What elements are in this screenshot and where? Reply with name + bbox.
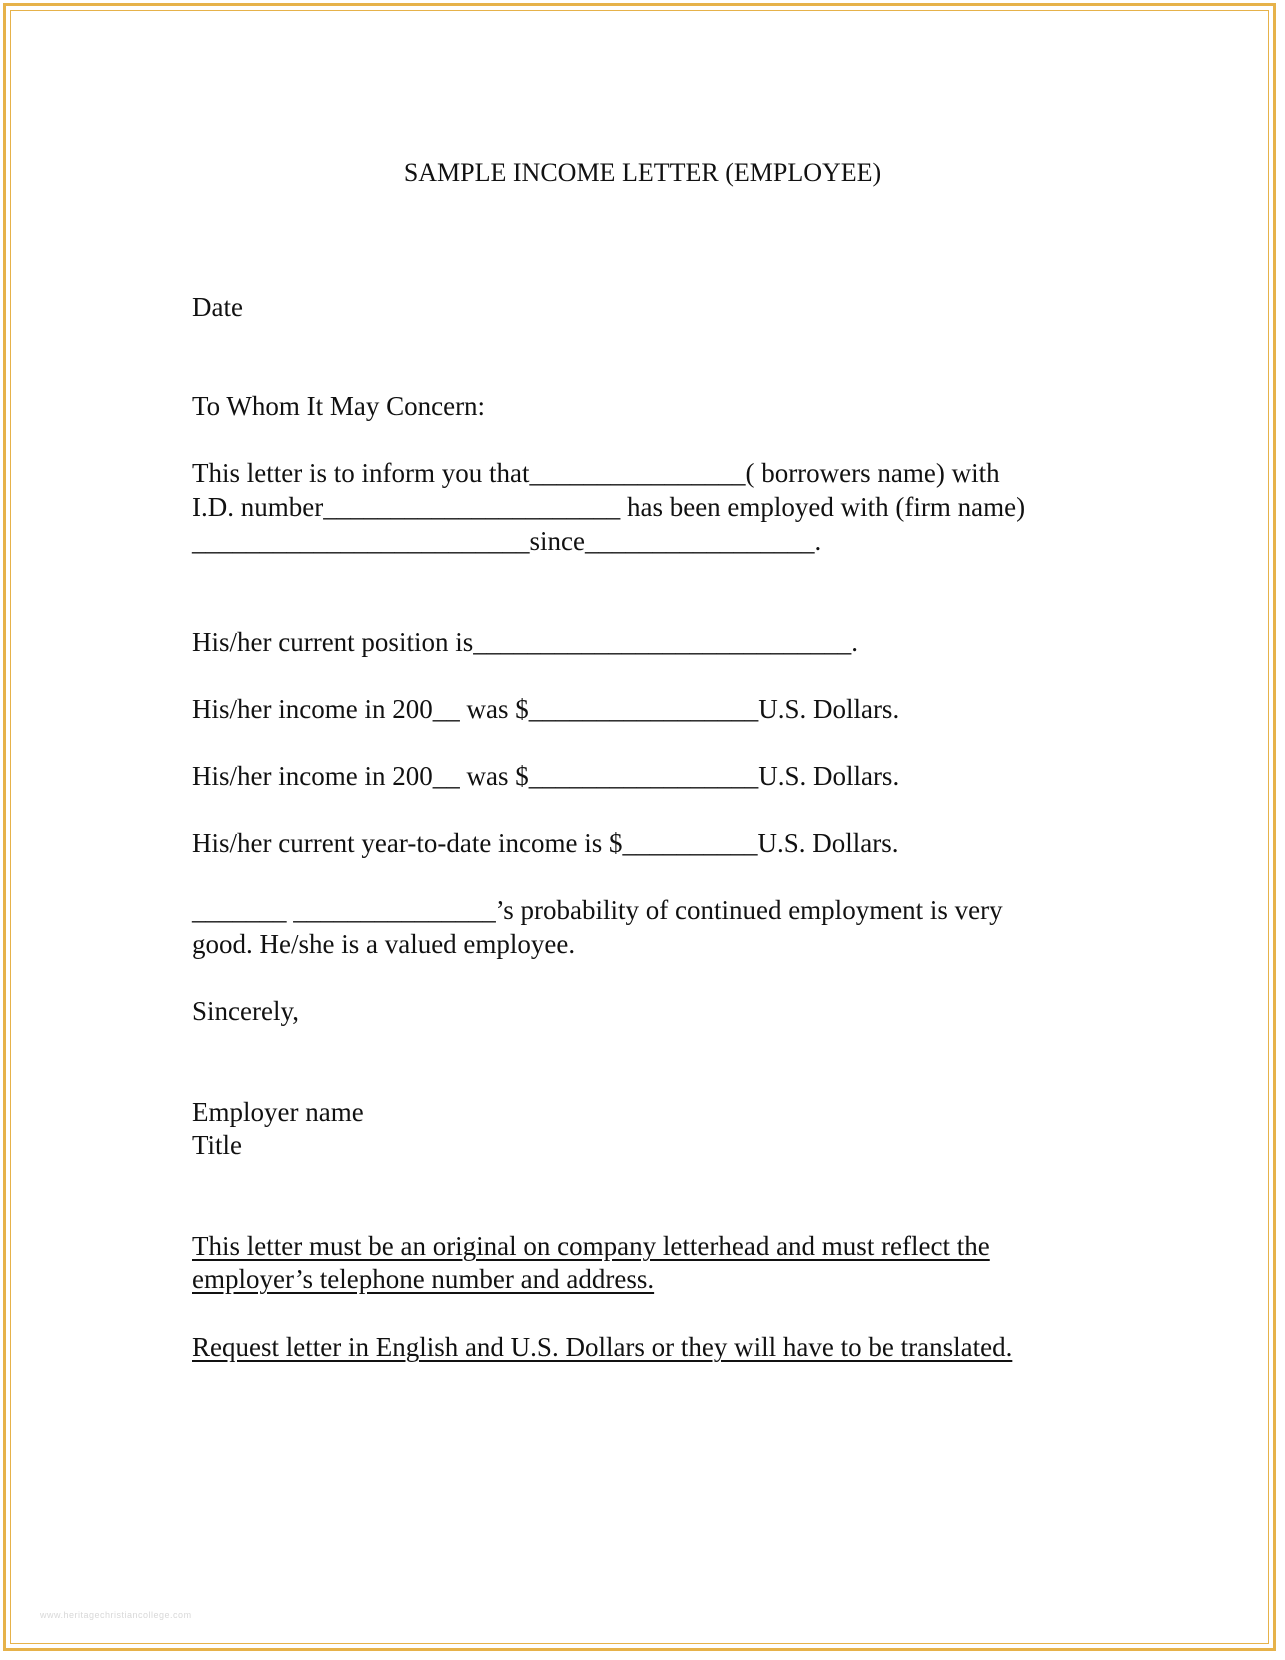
- salutation: To Whom It May Concern:: [192, 391, 486, 421]
- employer-name: Employer name: [192, 1097, 364, 1127]
- income-line-2: His/her income in 200__ was $_________________U.S. Dollars.: [192, 761, 900, 791]
- position-line: His/her current position is____________________________.: [192, 627, 858, 657]
- probability-line-1: _______ _______________’s probability of continued employment is very: [192, 895, 1003, 925]
- note-letterhead-line-2: employer’s telephone number and address.: [192, 1264, 655, 1294]
- closing: Sincerely,: [192, 996, 299, 1026]
- intro-paragraph-line-3: _________________________since_________________.: [192, 526, 822, 556]
- intro-paragraph-line-1: This letter is to inform you that________________( borrowers name) with: [192, 458, 1000, 488]
- note-translation: Request letter in English and U.S. Dollars or they will have to be translated.: [192, 1332, 1013, 1362]
- income-line-1: His/her income in 200__ was $_________________U.S. Dollars.: [192, 694, 900, 724]
- watermark: www.heritagechristiancollege.com: [40, 1610, 192, 1620]
- document-title: SAMPLE INCOME LETTER (EMPLOYEE): [403, 158, 882, 187]
- probability-line-2: good. He/she is a valued employee.: [192, 929, 576, 959]
- intro-paragraph-line-2: I.D. number______________________ has been employed with (firm name): [192, 492, 1026, 522]
- employer-title: Title: [192, 1130, 243, 1160]
- date-label: Date: [192, 292, 243, 322]
- ytd-income-line: His/her current year-to-date income is $__________U.S. Dollars.: [192, 828, 899, 858]
- note-letterhead-line-1: This letter must be an original on company letterhead and must reflect the: [192, 1231, 990, 1261]
